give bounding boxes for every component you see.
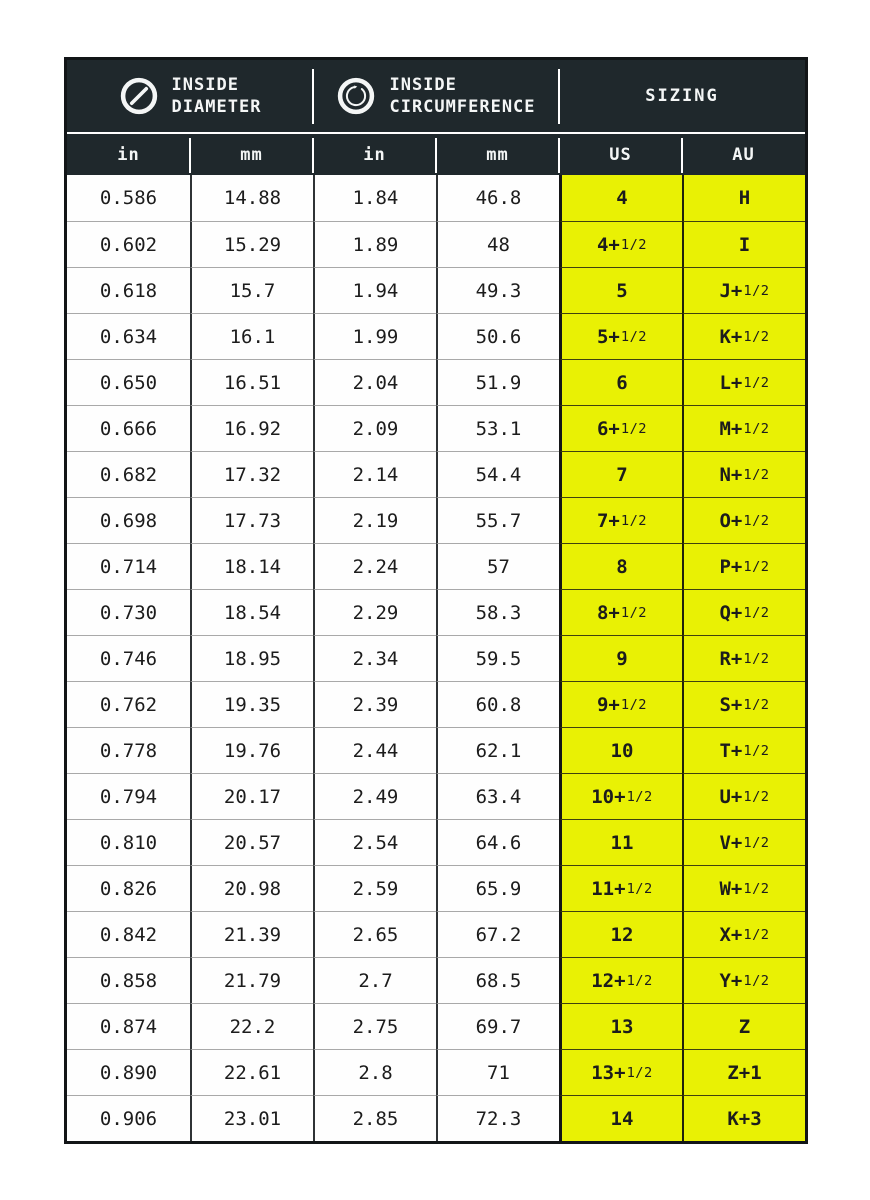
column-header-diameter-in: in <box>117 144 140 165</box>
half-fraction: 1/2 <box>743 512 770 529</box>
header-inside-diameter <box>67 74 313 118</box>
half-fraction: 1/2 <box>743 282 770 299</box>
diameter-in-cell: 0.810 <box>67 819 190 865</box>
diameter-mm-cell: 14.88 <box>190 175 313 221</box>
column-header-diameter-mm: mm <box>190 134 313 175</box>
diameter-mm-cell: 16.1 <box>190 313 313 359</box>
au-size-cell: T+ 1/2 <box>682 727 805 773</box>
diameter-in-cell: 0.826 <box>67 865 190 911</box>
diameter-mm-cell: 16.92 <box>190 405 313 451</box>
us-size-cell: 10 <box>559 727 682 773</box>
column-header-au: AU <box>682 134 805 175</box>
circumference-mm-cell: 65.9 <box>436 865 559 911</box>
diameter-mm-cell: 15.29 <box>190 221 313 267</box>
au-size-cell: K+ 1/2 <box>682 313 805 359</box>
diameter-in-cell: 0.778 <box>67 727 190 773</box>
diameter-mm-cell: 18.14 <box>190 543 313 589</box>
circumference-in-cell: 1.84 <box>313 175 436 221</box>
diameter-icon <box>119 76 159 116</box>
circumference-in-cell: 2.09 <box>313 405 436 451</box>
half-fraction: 1/2 <box>626 788 653 805</box>
diameter-in-cell: 0.794 <box>67 773 190 819</box>
diameter-mm-cell: 18.95 <box>190 635 313 681</box>
table-row <box>67 773 805 819</box>
circumference-in-cell: 2.34 <box>313 635 436 681</box>
half-fraction: 1/2 <box>743 328 770 345</box>
table-row <box>67 359 805 405</box>
table-row <box>67 589 805 635</box>
table-row <box>67 267 805 313</box>
diameter-mm-cell: 20.98 <box>190 865 313 911</box>
us-size-cell: 14 <box>559 1095 682 1141</box>
header-section-divider <box>312 69 314 124</box>
diameter-mm-cell: 19.76 <box>190 727 313 773</box>
au-size-cell: Z+1 <box>682 1049 805 1095</box>
diameter-in-cell: 0.906 <box>67 1095 190 1141</box>
us-size-cell: 6+ 1/2 <box>559 405 682 451</box>
table-row <box>67 865 805 911</box>
diameter-in-cell: 0.762 <box>67 681 190 727</box>
half-fraction: 1/2 <box>620 604 648 621</box>
half-fraction: 1/2 <box>743 420 770 437</box>
table-row <box>67 313 805 359</box>
circumference-in-cell: 2.04 <box>313 359 436 405</box>
diameter-in-cell: 0.858 <box>67 957 190 1003</box>
au-size-cell: L+ 1/2 <box>682 359 805 405</box>
half-fraction: 1/2 <box>743 558 770 575</box>
diameter-in-cell: 0.586 <box>67 175 190 221</box>
circumference-mm-cell: 46.8 <box>436 175 559 221</box>
table-row <box>67 1049 805 1095</box>
diameter-in-cell: 0.714 <box>67 543 190 589</box>
half-fraction: 1/2 <box>743 604 770 621</box>
table-row <box>67 405 805 451</box>
us-size-cell: 5+ 1/2 <box>559 313 682 359</box>
table-row <box>67 221 805 267</box>
circumference-mm-cell: 54.4 <box>436 451 559 497</box>
header-sizing <box>559 86 805 106</box>
circumference-in-cell: 2.14 <box>313 451 436 497</box>
circumference-mm-cell: 60.8 <box>436 681 559 727</box>
diameter-in-cell: 0.634 <box>67 313 190 359</box>
header-section-divider <box>558 69 560 124</box>
table-row <box>67 911 805 957</box>
us-size-cell: 9 <box>559 635 682 681</box>
diameter-mm-cell: 17.32 <box>190 451 313 497</box>
diameter-in-cell: 0.682 <box>67 451 190 497</box>
us-size-cell: 8 <box>559 543 682 589</box>
diameter-mm-cell: 19.35 <box>190 681 313 727</box>
header-inside-circumference <box>313 74 559 118</box>
diameter-in-cell: 0.842 <box>67 911 190 957</box>
diameter-in-cell: 0.602 <box>67 221 190 267</box>
us-size-cell: 8+ 1/2 <box>559 589 682 635</box>
circumference-mm-cell: 48 <box>436 221 559 267</box>
circumference-in-cell: 2.7 <box>313 957 436 1003</box>
circumference-mm-cell: 64.6 <box>436 819 559 865</box>
au-size-cell: J+ 1/2 <box>682 267 805 313</box>
half-fraction: 1/2 <box>620 696 648 713</box>
inside-circumference-label: INSIDE CIRCUMFERENCE <box>389 74 536 117</box>
circumference-mm-cell: 50.6 <box>436 313 559 359</box>
circumference-mm-cell: 71 <box>436 1049 559 1095</box>
circumference-mm-cell: 69.7 <box>436 1003 559 1049</box>
diameter-in-cell: 0.666 <box>67 405 190 451</box>
us-size-cell: 10+ 1/2 <box>559 773 682 819</box>
circumference-mm-cell: 55.7 <box>436 497 559 543</box>
diameter-in-cell: 0.618 <box>67 267 190 313</box>
circumference-mm-cell: 49.3 <box>436 267 559 313</box>
table-body <box>67 175 805 1141</box>
diameter-mm-cell: 21.79 <box>190 957 313 1003</box>
ring-size-table <box>64 57 808 1144</box>
half-fraction: 1/2 <box>620 236 648 253</box>
column-header-circumference-in: in <box>313 134 436 175</box>
au-size-cell: Y+ 1/2 <box>682 957 805 1003</box>
circumference-mm-cell: 72.3 <box>436 1095 559 1141</box>
circumference-mm-cell: 51.9 <box>436 359 559 405</box>
circumference-mm-cell: 59.5 <box>436 635 559 681</box>
us-size-cell: 12+ 1/2 <box>559 957 682 1003</box>
au-size-cell: U+ 1/2 <box>682 773 805 819</box>
diameter-mm-cell: 17.73 <box>190 497 313 543</box>
diameter-in-cell: 0.730 <box>67 589 190 635</box>
us-size-cell: 4 <box>559 175 682 221</box>
au-size-cell: I <box>682 221 805 267</box>
us-size-cell: 7 <box>559 451 682 497</box>
diameter-mm-cell: 22.2 <box>190 1003 313 1049</box>
half-fraction: 1/2 <box>620 512 648 529</box>
diameter-in-cell: 0.890 <box>67 1049 190 1095</box>
circumference-in-cell: 2.29 <box>313 589 436 635</box>
table-row <box>67 957 805 1003</box>
diameter-in-cell: 0.698 <box>67 497 190 543</box>
circumference-in-cell: 2.49 <box>313 773 436 819</box>
diameter-in-cell: 0.746 <box>67 635 190 681</box>
us-size-cell: 7+ 1/2 <box>559 497 682 543</box>
diameter-mm-cell: 20.57 <box>190 819 313 865</box>
table-row <box>67 175 805 221</box>
us-size-cell: 9+ 1/2 <box>559 681 682 727</box>
circumference-mm-cell: 67.2 <box>436 911 559 957</box>
diameter-mm-cell: 15.7 <box>190 267 313 313</box>
circumference-in-cell: 2.75 <box>313 1003 436 1049</box>
circumference-in-cell: 2.44 <box>313 727 436 773</box>
circumference-mm-cell: 68.5 <box>436 957 559 1003</box>
table-row <box>67 681 805 727</box>
circumference-mm-cell: 57 <box>436 543 559 589</box>
sizing-label: SIZING <box>645 86 719 106</box>
half-fraction: 1/2 <box>620 420 648 437</box>
au-size-cell: S+ 1/2 <box>682 681 805 727</box>
column-header-us: US <box>559 134 682 175</box>
au-size-cell: Q+ 1/2 <box>682 589 805 635</box>
table-row <box>67 635 805 681</box>
half-fraction: 1/2 <box>743 650 770 667</box>
circumference-mm-cell: 62.1 <box>436 727 559 773</box>
circumference-in-cell: 2.85 <box>313 1095 436 1141</box>
table-main-header <box>67 60 805 132</box>
diameter-mm-cell: 21.39 <box>190 911 313 957</box>
diameter-in-cell: 0.650 <box>67 359 190 405</box>
table-row <box>67 1003 805 1049</box>
us-size-cell: 13 <box>559 1003 682 1049</box>
table-column-header-row <box>67 134 805 175</box>
table-row <box>67 1095 805 1141</box>
circumference-in-cell: 2.65 <box>313 911 436 957</box>
circumference-in-cell: 2.24 <box>313 543 436 589</box>
circumference-in-cell: 1.99 <box>313 313 436 359</box>
au-size-cell: X+ 1/2 <box>682 911 805 957</box>
us-size-cell: 12 <box>559 911 682 957</box>
circumference-mm-cell: 58.3 <box>436 589 559 635</box>
us-size-cell: 11+ 1/2 <box>559 865 682 911</box>
us-size-cell: 5 <box>559 267 682 313</box>
table-row <box>67 727 805 773</box>
half-fraction: 1/2 <box>743 374 770 391</box>
us-size-cell: 13+ 1/2 <box>559 1049 682 1095</box>
circumference-in-cell: 2.59 <box>313 865 436 911</box>
diameter-mm-cell: 22.61 <box>190 1049 313 1095</box>
half-fraction: 1/2 <box>743 926 770 943</box>
circumference-in-cell: 1.94 <box>313 267 436 313</box>
diameter-mm-cell: 23.01 <box>190 1095 313 1141</box>
us-size-cell: 6 <box>559 359 682 405</box>
half-fraction: 1/2 <box>743 788 770 805</box>
au-size-cell: H <box>682 175 805 221</box>
us-size-cell: 4+ 1/2 <box>559 221 682 267</box>
diameter-mm-cell: 18.54 <box>190 589 313 635</box>
inside-diameter-label: INSIDE DIAMETER <box>171 74 262 117</box>
circumference-in-cell: 2.8 <box>313 1049 436 1095</box>
half-fraction: 1/2 <box>620 328 648 345</box>
diameter-in-cell: 0.874 <box>67 1003 190 1049</box>
half-fraction: 1/2 <box>743 466 770 483</box>
circumference-in-cell: 2.19 <box>313 497 436 543</box>
half-fraction: 1/2 <box>626 880 653 897</box>
half-fraction: 1/2 <box>743 834 770 851</box>
au-size-cell: N+ 1/2 <box>682 451 805 497</box>
half-fraction: 1/2 <box>626 972 653 989</box>
au-size-cell: R+ 1/2 <box>682 635 805 681</box>
table-row <box>67 819 805 865</box>
circumference-icon <box>336 76 376 116</box>
diameter-mm-cell: 16.51 <box>190 359 313 405</box>
circumference-mm-cell: 53.1 <box>436 405 559 451</box>
half-fraction: 1/2 <box>743 742 770 759</box>
half-fraction: 1/2 <box>743 696 770 713</box>
half-fraction: 1/2 <box>743 880 770 897</box>
circumference-in-cell: 2.39 <box>313 681 436 727</box>
au-size-cell: V+ 1/2 <box>682 819 805 865</box>
circumference-mm-cell: 63.4 <box>436 773 559 819</box>
column-header-circumference-mm: mm <box>436 134 559 175</box>
half-fraction: 1/2 <box>743 972 770 989</box>
au-size-cell: P+ 1/2 <box>682 543 805 589</box>
circumference-in-cell: 1.89 <box>313 221 436 267</box>
au-size-cell: O+ 1/2 <box>682 497 805 543</box>
au-size-cell: K+3 <box>682 1095 805 1141</box>
circumference-in-cell: 2.54 <box>313 819 436 865</box>
table-row <box>67 543 805 589</box>
diameter-mm-cell: 20.17 <box>190 773 313 819</box>
half-fraction: 1/2 <box>626 1064 653 1081</box>
au-size-cell: Z <box>682 1003 805 1049</box>
us-size-cell: 11 <box>559 819 682 865</box>
au-size-cell: W+ 1/2 <box>682 865 805 911</box>
au-size-cell: M+ 1/2 <box>682 405 805 451</box>
table-row <box>67 497 805 543</box>
table-row <box>67 451 805 497</box>
